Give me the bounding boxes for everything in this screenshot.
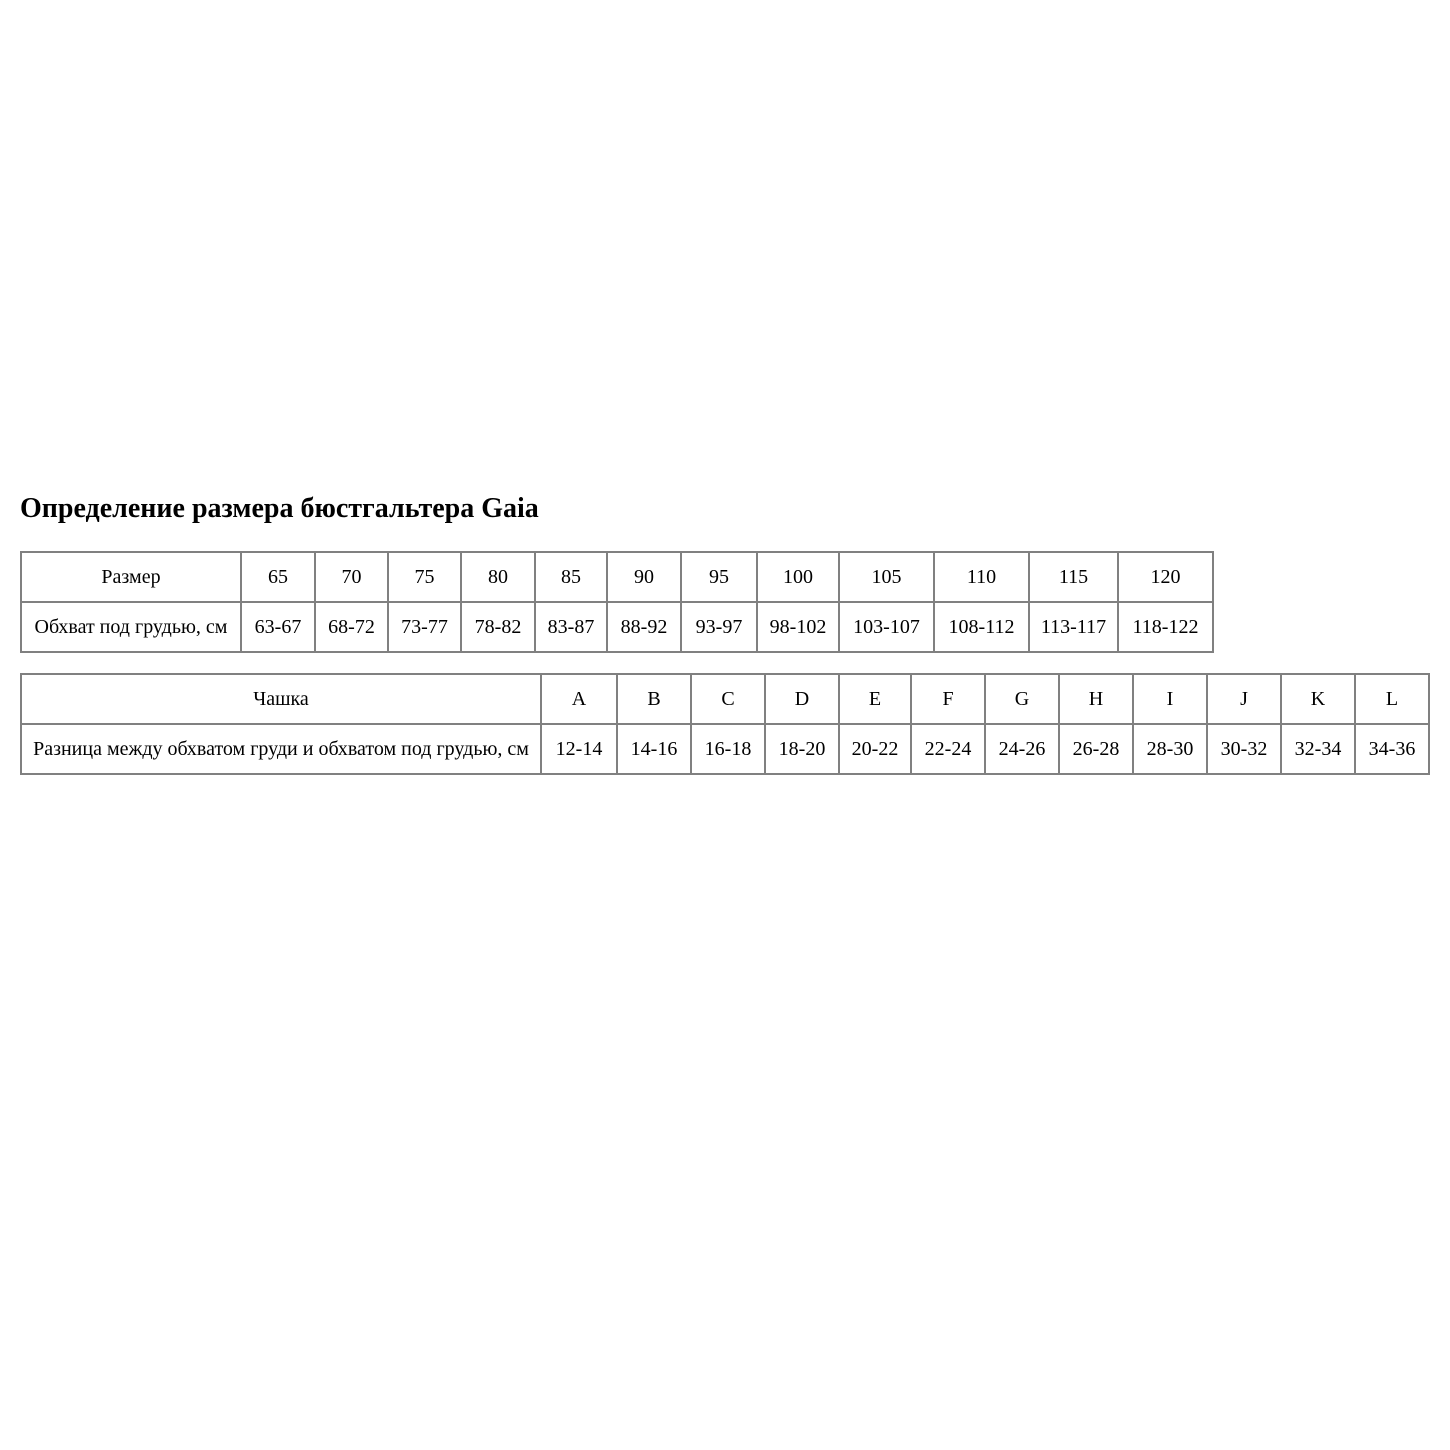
cup-size-table xyxy=(20,673,1430,775)
cup-difference-row-label: Разница между обхватом груди и обхватом под грудью, см xyxy=(21,724,541,774)
cup-letter-cell: E xyxy=(839,674,911,724)
cup-difference-cell: 18-20 xyxy=(765,724,839,774)
band-size-cell: 100 xyxy=(757,552,839,602)
cup-letter-cell: L xyxy=(1355,674,1429,724)
cup-difference-cell: 26-28 xyxy=(1059,724,1133,774)
cup-letter-cell: J xyxy=(1207,674,1281,724)
band-size-cell: 75 xyxy=(388,552,461,602)
band-size-cell: 65 xyxy=(241,552,315,602)
band-size-cell: 115 xyxy=(1029,552,1118,602)
band-size-cell: 70 xyxy=(315,552,388,602)
underbust-range-cell: 83-87 xyxy=(535,602,607,652)
band-size-cell: 120 xyxy=(1118,552,1213,602)
cup-difference-row xyxy=(21,724,1429,774)
underbust-range-cell: 108-112 xyxy=(934,602,1029,652)
cup-letter-cell: F xyxy=(911,674,985,724)
underbust-row-label: Обхват под грудью, см xyxy=(21,602,241,652)
cup-letter-cell: A xyxy=(541,674,617,724)
cup-difference-cell: 16-18 xyxy=(691,724,765,774)
cup-difference-cell: 12-14 xyxy=(541,724,617,774)
underbust-range-cell: 93-97 xyxy=(681,602,757,652)
cup-letter-cell: H xyxy=(1059,674,1133,724)
band-size-cell: 105 xyxy=(839,552,934,602)
underbust-range-cell: 73-77 xyxy=(388,602,461,652)
cup-difference-cell: 30-32 xyxy=(1207,724,1281,774)
underbust-range-cell: 98-102 xyxy=(757,602,839,652)
cup-letter-cell: C xyxy=(691,674,765,724)
cup-difference-cell: 20-22 xyxy=(839,724,911,774)
underbust-range-cell: 118-122 xyxy=(1118,602,1213,652)
underbust-range-cell: 63-67 xyxy=(241,602,315,652)
cup-letter-header-row xyxy=(21,674,1429,724)
cup-letter-cell: B xyxy=(617,674,691,724)
band-size-cell: 110 xyxy=(934,552,1029,602)
cup-letter-cell: K xyxy=(1281,674,1355,724)
band-size-cell: 85 xyxy=(535,552,607,602)
cup-row-label: Чашка xyxy=(21,674,541,724)
cup-difference-cell: 22-24 xyxy=(911,724,985,774)
page-title: Определение размера бюстгальтера Gaia xyxy=(20,493,539,524)
band-size-table xyxy=(20,551,1214,653)
underbust-range-cell: 88-92 xyxy=(607,602,681,652)
cup-letter-cell: D xyxy=(765,674,839,724)
underbust-range-cell: 78-82 xyxy=(461,602,535,652)
cup-difference-cell: 24-26 xyxy=(985,724,1059,774)
band-size-cell: 80 xyxy=(461,552,535,602)
band-size-row-label: Размер xyxy=(21,552,241,602)
cup-letter-cell: I xyxy=(1133,674,1207,724)
band-size-cell: 90 xyxy=(607,552,681,602)
underbust-range-row xyxy=(21,602,1213,652)
underbust-range-cell: 113-117 xyxy=(1029,602,1118,652)
cup-difference-cell: 34-36 xyxy=(1355,724,1429,774)
underbust-range-cell: 103-107 xyxy=(839,602,934,652)
cup-difference-cell: 32-34 xyxy=(1281,724,1355,774)
underbust-range-cell: 68-72 xyxy=(315,602,388,652)
cup-letter-cell: G xyxy=(985,674,1059,724)
band-size-cell: 95 xyxy=(681,552,757,602)
band-size-header-row xyxy=(21,552,1213,602)
cup-difference-cell: 28-30 xyxy=(1133,724,1207,774)
cup-difference-cell: 14-16 xyxy=(617,724,691,774)
